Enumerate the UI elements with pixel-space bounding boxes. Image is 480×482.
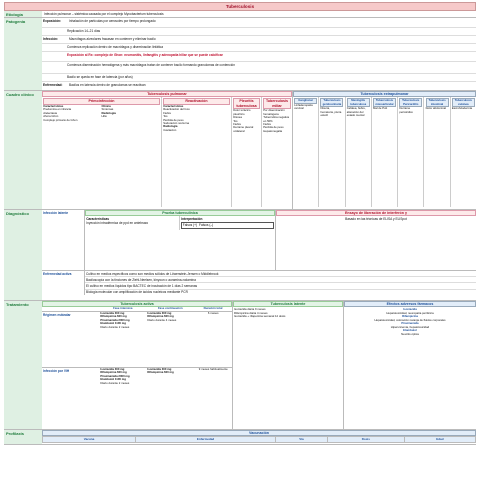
cont-item: Isoniazida 300 mg xyxy=(147,310,172,315)
extra-col: Tuberculosis ósteoarticular xyxy=(373,98,396,107)
drug-item: Isoniazida 300 mg xyxy=(100,310,125,315)
patogenia-value: Macrófagos alveolares fracasan en contener y eliminar bacilo xyxy=(69,37,156,41)
efecto-text: Hiperuricemia, hepatotoxicidad xyxy=(390,324,430,329)
falsos-pos: Falsos (+) xyxy=(182,223,198,228)
pleuritis-item: Dolor torácico pleurítico xyxy=(233,108,251,116)
cont-item: Isoniazida 300 mg xyxy=(147,366,172,371)
diagnostico-row xyxy=(4,210,476,301)
extra-text: Disuria, hematuria, piuria estéril xyxy=(320,106,342,118)
drug-item: Etambutol 1100 mg xyxy=(100,321,126,326)
react-item: Cavitación xyxy=(163,127,177,132)
pleuritis-item: Derrame pleural unilateral xyxy=(233,125,254,133)
latente-title: Tuberculosis latente xyxy=(233,301,343,307)
biologia-text: Biología molecular con amplificación de ácidos nucleicos mediante PCR xyxy=(86,290,188,295)
ppd-text: Inyección intradérmica de ppd en antebrazo xyxy=(86,221,149,226)
miliar-item: Por diseminación hematógena xyxy=(263,108,285,116)
cultivo-text: Cultivo en medios específicos como son medios sólidos de Löwenstein-Jensen o Middlebrook xyxy=(85,271,476,277)
diagnostico-label: Diagnóstico xyxy=(4,210,42,300)
fase-continuacion-header: Fase continuación xyxy=(157,306,183,311)
react-item: Sudoración nocturna xyxy=(163,120,189,125)
primo-item: Atelectasia xyxy=(43,110,57,115)
patogenia-value: Exposición al Rx: complejo de Ghon: neumonitis, linfangitis y adenopatía hiliar que se puede calcificar xyxy=(67,53,223,57)
miliar-item: Hepatomegalia xyxy=(263,128,283,133)
drug-item: Pirazinamida 2000 mg xyxy=(100,373,130,378)
etiologia-label: Etiología xyxy=(4,11,42,17)
primo-item: Hilio xyxy=(101,114,107,119)
drug-item: Pirazinamida 2000 mg xyxy=(100,317,130,322)
primo-item: Características xyxy=(43,103,64,108)
efecto-text: Hepatotoxicidad, coloración naranja de fluidos corporales xyxy=(374,317,446,322)
tratamiento-row xyxy=(4,301,476,430)
page-title: Tuberculosis xyxy=(4,2,476,11)
table-header: Vacuna xyxy=(43,437,136,443)
drug-item: Rifampicina 600 mg xyxy=(100,314,127,319)
extra-col: Tuberculosis intestinal xyxy=(426,98,449,107)
table-header: Vía xyxy=(276,437,328,443)
baciloscopia-text: Baciloscopía con la tinciones de Ziehl-Neelsen, kinyoun o auramina-rodamina xyxy=(85,277,476,283)
vacunacion-title: Vacunación xyxy=(42,430,476,436)
latente-item: Rifampicina diaria 4 meses xyxy=(234,310,268,315)
document xyxy=(4,2,476,445)
ensayo-title: Ensayo de liberación de interferón γ xyxy=(276,210,476,216)
vacunacion-table xyxy=(42,436,476,443)
patogenia-value: Inhalación de partículas por aerosoles por tiempo prolongado xyxy=(69,19,156,23)
react-item: Radiología xyxy=(163,124,178,129)
react-title: Reactivación xyxy=(163,98,230,104)
extra-col: Ganglionar xyxy=(294,98,317,103)
duracion-value: 6 meses xyxy=(207,310,219,315)
react-item: Características xyxy=(163,103,184,108)
react-item: Reactivación del foco xyxy=(163,107,190,112)
efecto-drug: Pirazinamida xyxy=(401,321,419,326)
extra-col: Meningitis tuberculosa xyxy=(347,98,370,107)
primo-item: Ahora Ghón xyxy=(43,114,59,119)
drug-item: Rifampicina 600 mg xyxy=(100,370,127,375)
table-header: Enfermedad xyxy=(136,437,276,443)
efecto-drug: Etambutol xyxy=(403,328,417,333)
miliar-item: Tuberculina negativa en 50% xyxy=(263,115,290,123)
enfermedad-activa: Enfermedad activa xyxy=(42,271,85,295)
efecto-text: Neuritis óptica xyxy=(401,331,419,336)
extra-col: Tuberculosis Pericarditis xyxy=(399,98,422,107)
patogenia-value: Bacilos en latencia dentro de granulomas se reactivan xyxy=(69,83,146,87)
pulmonar-title: Tuberculosis pulmonar xyxy=(42,91,292,97)
prueba-title: Prueba tuberculínica xyxy=(85,210,275,216)
patogenia-value: Comienza diseminación hematógena y más macrófagos tratan de contener bacilo formando granulomas de contención xyxy=(67,63,235,67)
drug-item: Isoniazida 300 mg xyxy=(100,366,125,371)
igra-text: Basado en las técnicas de ELISA y ELISpot xyxy=(345,217,407,222)
falsos-neg: Falsos (–) xyxy=(199,223,214,228)
extra-text: Dolor abdominal xyxy=(425,106,446,111)
profilaxis-label: Profilaxis xyxy=(4,430,42,444)
efecto-drug: Rifampicina xyxy=(402,314,418,319)
extra-col: Tuberculosis genitourinaria xyxy=(320,98,343,107)
xpert-text: El cultivo en medios líquidos tipo BACTEC de incubación de 1 días 2 semanas xyxy=(85,283,476,289)
miliar-title: Tuberculosis miliar xyxy=(263,98,291,109)
extra-text: Cefalea, fiebre, alteración del estado mental xyxy=(346,106,366,118)
primo-title: Primoinfección xyxy=(43,98,160,104)
extra-col: Tuberculosis cutánea xyxy=(452,98,475,107)
infeccion-latente: Infección latente xyxy=(42,210,85,270)
drug-item: Diario durante 2 meses xyxy=(100,324,130,329)
primo-item: Predomina en infancia xyxy=(43,107,72,112)
pleuritis-item: Tos xyxy=(233,118,238,123)
primo-item: Clínica xyxy=(101,103,111,108)
etiologia-text: Infección pulmonar – sistémica causada por el complejo Mycobacterium tuberculosis xyxy=(44,11,164,16)
extra-text: Escrofulodermia xyxy=(451,106,473,111)
caracteristicas-label: Características xyxy=(86,217,110,222)
primo-item: Síntomas xyxy=(101,107,114,112)
efecto-drug: Isoniazida xyxy=(403,307,417,312)
primo-item: Complejo primario de Ghon xyxy=(43,117,78,122)
patogenia-value: Bacilo se queda en fase de latencia (por años) xyxy=(67,75,133,79)
fase-intensiva-header: Fase intensiva xyxy=(113,306,133,311)
cont-item: Diario durante 4 meses xyxy=(147,317,177,322)
patogenia-key: Infección: xyxy=(43,37,59,41)
activa-title: Tuberculosis activa xyxy=(42,301,232,307)
cont-item: Rifampicina 600 mg xyxy=(147,370,174,375)
table-header: Edad xyxy=(404,437,475,443)
regimen-estandar: Régimen estándar xyxy=(43,312,71,317)
efecto-text: Hepatotoxicidad, neuropatía periférica xyxy=(386,310,434,315)
patogenia-key: Enfermedad: xyxy=(43,83,63,87)
profilaxis-row xyxy=(4,430,476,445)
patogenia-label: Patogenia xyxy=(4,18,42,90)
cuadro-label: Cuadro clínico xyxy=(4,91,42,209)
react-item: Tos xyxy=(163,114,168,119)
tratamiento-label: Tratamiento xyxy=(4,301,42,429)
efectos-title: Efectos adversos fármacos xyxy=(344,301,476,307)
pleuritis-item: Disnea xyxy=(233,115,242,120)
drug-item: Diario durante 2 meses xyxy=(100,380,130,385)
duracion-value: 9 meses habitualmente xyxy=(198,366,228,371)
pleuritis-item: Fiebre xyxy=(233,121,242,126)
drug-item: Etambutol 1100 mg xyxy=(100,377,126,382)
infeccion-vih: Infección por VIH xyxy=(43,368,70,373)
miliar-item: Fiebre xyxy=(263,121,272,126)
extra-text: Derrame pericárdico xyxy=(399,106,413,114)
patogenia-key: Exposición: xyxy=(43,19,62,23)
react-item: Pérdida de peso xyxy=(163,117,184,122)
latente-item: Isoniazida + rifapentina semanal 12 dosis xyxy=(234,314,286,319)
patogenia-value: Replicación 14–21 días xyxy=(67,29,101,33)
extra-title: Tuberculosis extrapulmonar xyxy=(293,91,476,97)
extra-text: Mal de Pott xyxy=(373,106,388,111)
primo-item: Radiología xyxy=(101,110,116,115)
react-item: Fiebre xyxy=(163,110,172,115)
latente-item: Isoniazida diaria 9 meses xyxy=(234,307,266,312)
interpretacion-label: Interpretación xyxy=(181,217,203,222)
miliar-item: Pérdida de peso xyxy=(263,125,284,130)
table-header: Dosis xyxy=(327,437,404,443)
etiologia-row xyxy=(4,11,476,18)
extra-text: Linfadenopatía cervical xyxy=(294,102,313,111)
patogenia-row xyxy=(4,18,476,91)
cont-item: Rifampicina 600 mg xyxy=(147,314,174,319)
duracion-header: Duración total xyxy=(203,306,223,311)
patogenia-value: Comienza replicación dentro de macrófagos y diseminación linfática xyxy=(67,45,164,49)
cuadro-clinico-row xyxy=(4,91,476,210)
pleuritis-title: Pleuritis tuberculosa xyxy=(233,98,260,109)
